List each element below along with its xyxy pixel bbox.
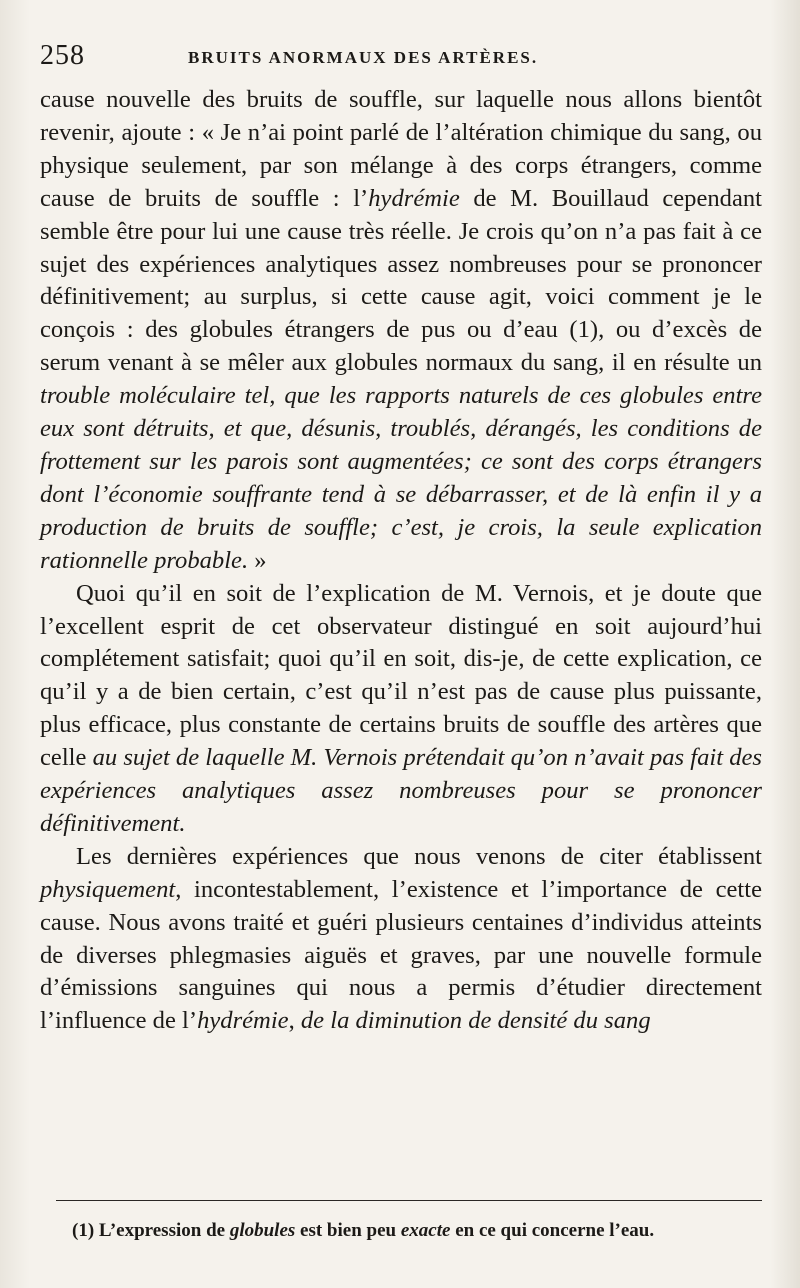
text-segment: , — [288, 1007, 301, 1035]
text-segment: Quoi qu’il en soit de l’explication de M. Vernois, et je doute que l’excellent esprit de cet observateur distingué en soit aujourd’hui complétement satisfait; quoi qu’il en soit, dis-je, de cette explication, ce qu’il y a de bien certain, c’est qu’il n’est pas de cause plus puissante, plus efficace, plus constante de certains bruits de souffle des artères que celle — [40, 579, 762, 772]
italic-segment: trouble moléculaire tel, que les rapports naturels de ces globules entre eux sont détruits, et que, désunis, troublés, dérangés, les conditions de frottement sur les parois sont augmentées; ce sont des corps étrangers dont l’économie souffrante tend à se débarrasser, et de là enfin il y a production de bruits de souffle; c’est, je crois, la seule explication rationnelle probable. — [40, 382, 762, 574]
footnote-divider — [56, 1200, 762, 1201]
footnote-text: (1) L’expression de — [72, 1220, 230, 1241]
page-number: 258 — [40, 40, 85, 71]
paragraph-2 — [40, 578, 762, 841]
italic-segment: hydrémie — [197, 1007, 289, 1035]
running-head: BRUITS ANORMAUX DES ARTÈRES. — [188, 48, 539, 67]
italic-segment: de la diminution de densité du sang — [300, 1007, 651, 1035]
page-header — [40, 38, 760, 78]
text-segment: , incontestablement, l’existence et l’importance de cette cause. Nous avons traité et guéri plusieurs centaines d’individus atteints de diverses phlegmasies aiguës et graves, par une nouvelle formule d’émissions sanguines qui nous a permis d’étudier directement l’influence de l’ — [40, 875, 762, 1035]
text-segment: » — [248, 546, 267, 574]
text-segment: de M. Bouillaud cependant semble être pour lui une cause très réelle. Je crois qu’on n’a pas fait à ce sujet des expériences analytiques assez nombreuses pour se prononcer définitivement; au surplus, si cette cause agit, voici comment je le conçois : des globules étrangers de pus ou d’eau (1), ou d’excès de serum venant à se mêler aux globules normaux du sang, il en résulte un — [40, 184, 762, 377]
italic-segment: physiquement — [40, 875, 176, 903]
footnote — [72, 1220, 762, 1242]
footnote-italic: exacte — [400, 1220, 451, 1241]
italic-segment: au sujet de laquelle M. Vernois prétendait qu’on n’avait pas fait des expériences analytiques assez nombreuses pour se prononcer définitivement. — [40, 744, 763, 837]
text-segment: Les dernières expériences que nous venons de citer établissent — [76, 842, 762, 870]
italic-segment: hydrémie — [368, 184, 460, 212]
footnote-italic: globules — [229, 1220, 296, 1241]
text-segment: cause nouvelle des bruits de souffle, sur laquelle nous allons bientôt revenir, ajoute : « Je n’ai point parlé de l’altération chimique du sang, ou physique seulement, par son mélange à des corps étrangers, comme cause de bruits de souffle : l’ — [40, 86, 762, 212]
footnote-text: est bien peu — [295, 1220, 401, 1241]
body-text — [40, 84, 762, 1038]
paragraph-3 — [40, 841, 762, 1038]
footnote-text: en ce qui concerne l’eau. — [450, 1220, 655, 1241]
paragraph-1 — [40, 84, 762, 578]
